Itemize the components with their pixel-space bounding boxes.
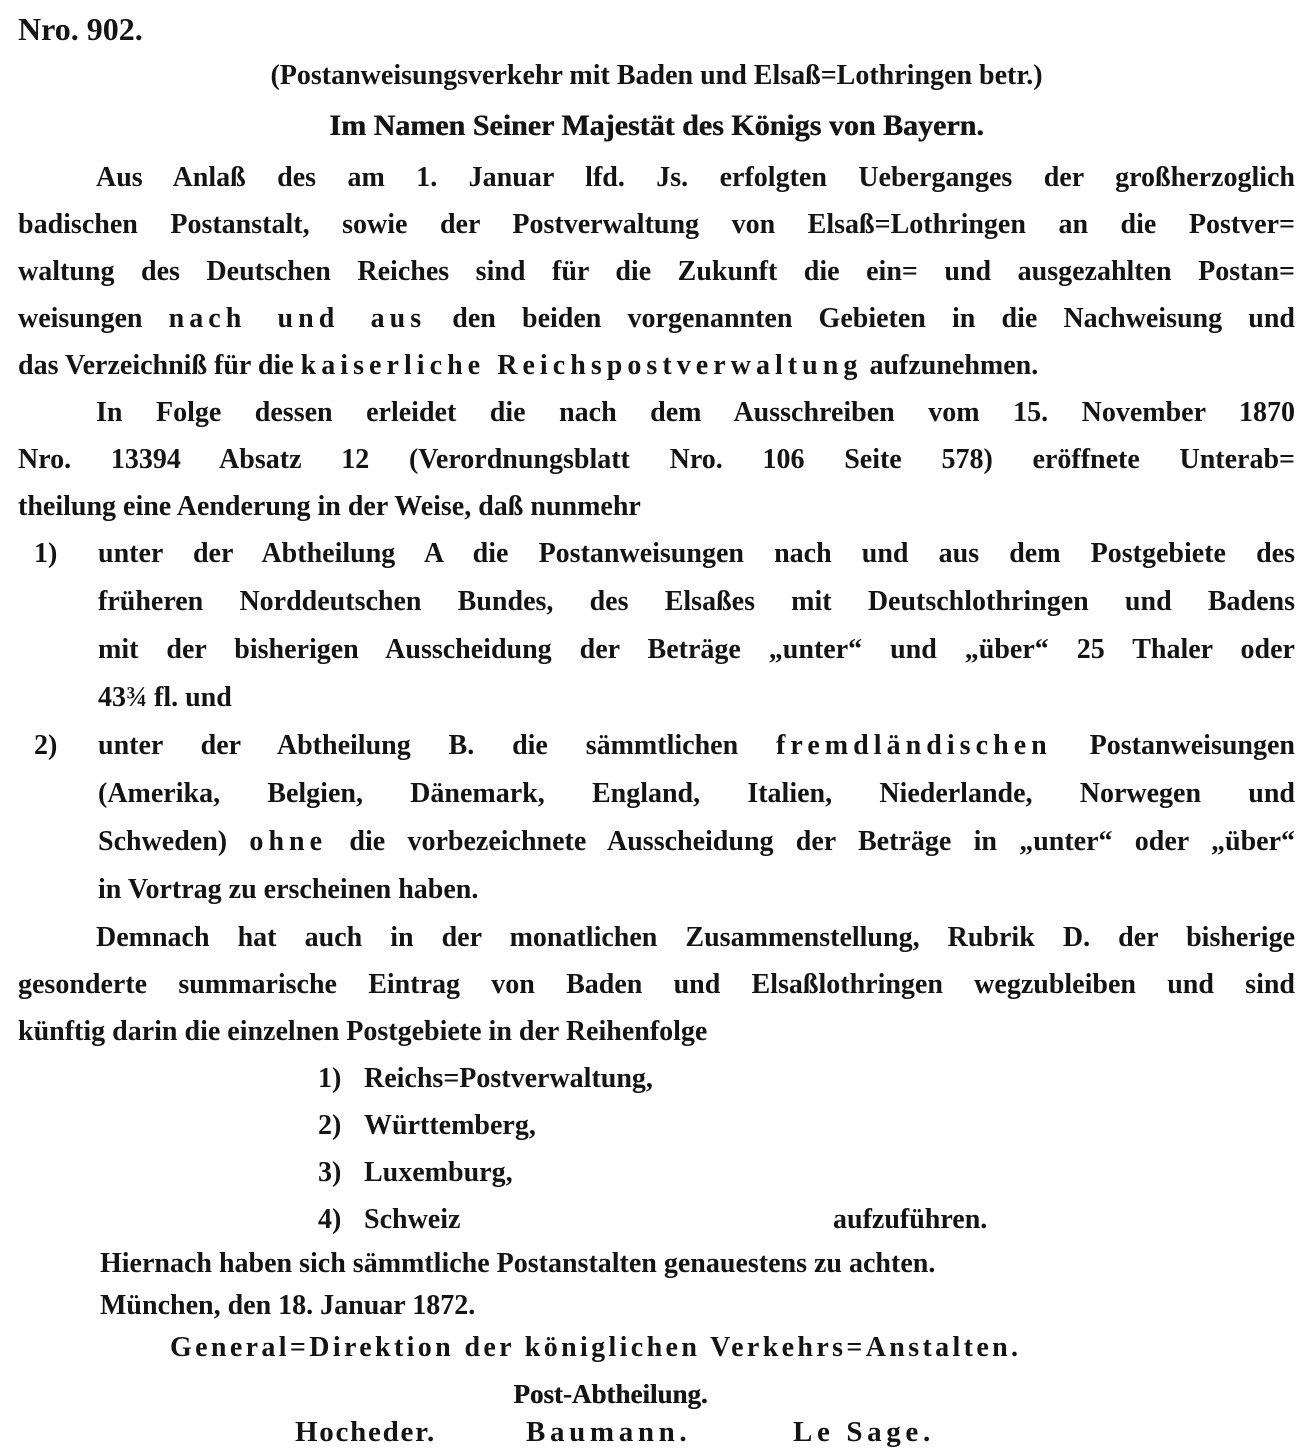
paragraph-1-line-5-rest: aufzunehmen. [862,350,1039,381]
post-area-item-1-number: 1) [318,1063,342,1094]
paragraph-3-line-2: gesonderte summarische Eintrag von Baden und Elsaßlothringen wegzubleiben und sind [18,969,1295,1000]
list-item-2-line-3-rest: die vorbezeichnete Ausscheidung der Beträge in „unter“ oder „über“ [327,826,1295,857]
doc-title: Im Namen Seiner Majestät des Königs von Bayern. [329,109,984,142]
paragraph-1-line-5-text: das Verzeichniß für die [18,350,301,381]
post-area-item-4-number: 4) [318,1204,342,1235]
paragraph-1-line-3: waltung des Deutschen Reiches sind für die Zukunft die ein= und ausgezahlten Postan= [18,256,1295,287]
paragraph-2-line-1: In Folge dessen erleidet die nach dem Ausschreiben vom 15. November 1870 [96,397,1295,428]
doc-subject: (Postanweisungsverkehr mit Baden und Elsaß=Lothringen betr.) [270,60,1043,91]
signature-name-3: Le Sage. [793,1416,935,1448]
post-area-item-4 [18,1196,1295,1243]
list-item-1-number: 1) [34,538,58,569]
list-item-1-line-4: 43¾ fl. und [98,682,232,713]
list-item-2-line-3-text: Schweden) [98,826,250,857]
post-area-item-2 [18,1102,1295,1149]
closing-section [18,1243,1295,1369]
list-item-2 [18,722,1295,914]
list-item-2-number: 2) [34,730,58,761]
emphasis-reichspostverwaltung: kaiserliche Reichspostverwaltung [300,350,863,381]
post-area-item-2-number: 2) [318,1110,342,1141]
list-item-1-line-1: unter der Abtheilung A die Postanweisungen nach und aus dem Postgebiete des [98,538,1295,569]
post-area-item-3 [18,1149,1295,1196]
list-item-2-line-1 [98,722,1295,770]
emphasis-ohne: ohne [249,826,328,857]
emphasis-fremdlaendischen: fremdländischen [776,730,1052,761]
signature-name-1: Hocheder. [295,1416,437,1448]
paragraph-2 [18,389,1295,530]
list-item-2-line-4: in Vortrag zu erscheinen haben. [98,874,479,905]
list-item-2-line-2: (Amerika, Belgien, Dänemark, England, Italien, Niederlande, Norwegen und [98,778,1295,809]
doc-number: Nro. 902. [18,11,143,47]
paragraph-3-line-3: künftig darin die einzelnen Postgebiete in der Reihenfolge [18,1016,708,1047]
paragraph-1-line-1: Aus Anlaß des am 1. Januar lfd. Js. erfolgten Ueberganges der großherzoglich [96,162,1295,193]
issuing-authority: General=Direktion der königlichen Verkehrs=Anstalten. [170,1332,1022,1363]
signature-department: Post-Abtheilung. [513,1379,708,1409]
list-item-1 [18,530,1295,722]
paragraph-1-line-2: badischen Postanstalt, sowie der Postverwaltung von Elsaß=Lothringen an die Postver= [18,209,1295,240]
closing-line-1: Hiernach haben sich sämmtliche Postanstalten genauestens zu achten. [100,1248,936,1279]
post-area-item-1 [18,1055,1295,1102]
paragraph-1-line-4-rest: den beiden vorgenannten Gebieten in die Nachweisung und [426,303,1295,334]
signature-row [18,1413,1295,1452]
list-suffix: aufzuführen. [833,1204,988,1235]
closing-dateline: München, den 18. Januar 1872. [100,1290,476,1321]
post-areas-list [18,1055,1295,1243]
paragraph-1-line-4 [18,295,1295,342]
paragraph-2-line-3: theilung eine Aenderung in der Weise, daß nunmehr [18,491,641,522]
post-area-item-3-number: 3) [318,1157,342,1188]
paragraph-1-line-4-text: weisungen [18,303,169,334]
list-item-2-line-1-text: unter der Abtheilung B. die sämmtlichen [98,730,776,761]
list-item-2-line-3 [98,818,1295,866]
post-area-item-2-label: Württemberg, [364,1110,536,1141]
post-area-item-1-label: Reichs=Postverwaltung, [364,1063,653,1094]
numbered-list [18,530,1295,914]
paragraph-3-line-1: Demnach hat auch in der monatlichen Zusammenstellung, Rubrik D. der bisherige [96,922,1295,953]
post-area-item-4-label: Schweiz [364,1204,461,1235]
signature-name-2: Baumann. [526,1416,692,1448]
list-item-1-line-2: früheren Norddeutschen Bundes, des Elsaßes mit Deutschlothringen und Badens [98,586,1295,617]
paragraph-2-line-2: Nro. 13394 Absatz 12 (Verordnungsblatt Nro. 106 Seite 578) eröffnete Unterab= [18,444,1295,475]
paragraph-3 [18,914,1295,1055]
paragraph-1 [18,154,1295,389]
post-area-item-3-label: Luxemburg, [364,1157,513,1188]
list-item-1-line-3: mit der bisherigen Ausscheidung der Beträge „unter“ und „über“ 25 Thaler oder [98,634,1295,665]
list-item-2-line-1-rest: Postanweisungen [1051,730,1295,761]
paragraph-1-line-5 [18,342,1295,389]
emphasis-nach-und-aus: nach und aus [168,303,427,334]
